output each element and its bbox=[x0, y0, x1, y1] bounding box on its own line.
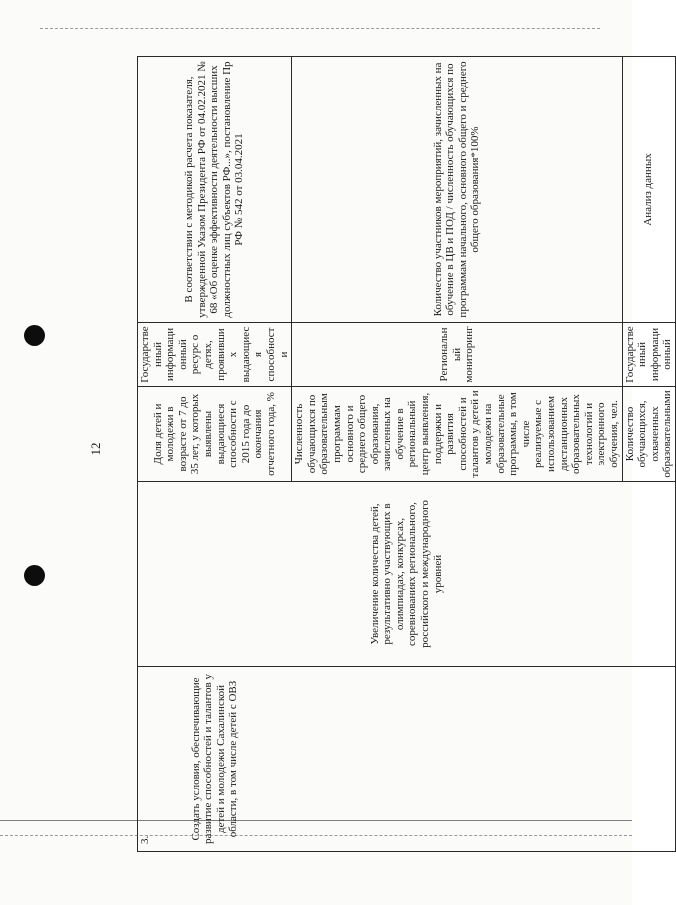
scan-edge-top bbox=[40, 28, 600, 29]
indicator-source-cell: Государственный информационный ресурс о детях, проявивших выдающиеся способности bbox=[138, 323, 292, 387]
indicator-method-cell: Количество участников мероприятий, зачисленных на обучение в ЦВ и ПОД / численность обучающихся по программам начального, основного общего и среднего общего образования*100% bbox=[292, 57, 622, 323]
indicator-source-cell: Региональный мониторинг bbox=[292, 323, 622, 387]
indicator-source-cell: Государственный информационный bbox=[622, 323, 675, 387]
task-cell bbox=[138, 482, 676, 667]
page-number: 12 bbox=[88, 442, 103, 456]
table-row bbox=[138, 57, 292, 852]
binder-hole-top bbox=[24, 325, 45, 346]
task-text: Увеличение количества детей, результативно участвующих в олимпиадах, конкурсах, соревнованиях регионального, российского и международного уровней bbox=[368, 500, 444, 648]
rotated-table-wrapper bbox=[137, 57, 674, 852]
goal-cell bbox=[138, 667, 676, 852]
row-number: 3. bbox=[139, 835, 151, 844]
indicator-name-cell: Количество обучающихся, охваченных образовательными bbox=[622, 387, 675, 482]
indicator-name-cell: Доля детей и молодежи в возрасте от 7 до 35 лет, у которых выявлены выдающиеся способности с 2015 года до окончания отчетного года, % bbox=[138, 387, 292, 482]
indicator-method-cell: В соответствии с методикой расчета показателя, утвержденной Указом Президента РФ от 04.02.2021 № 68 «Об оценке эффективности деятельности высших должностных лиц субъектов РФ...», постановление Пр РФ № 542 от 03.04.2021 bbox=[138, 57, 292, 323]
indicator-name-cell: Численность обучающихся по образовательным программам основного и среднего общего образования, зачисленных на обучение в региональный центр выявления, поддержки и развития способностей и талантов у детей и молодежи на образовательные программы, в том числе реализуемые с использованием дистанционных образовательных технологий и электронного обучения, чел. bbox=[292, 387, 622, 482]
binder-hole-bottom bbox=[24, 565, 45, 586]
goal-text: Создать условия, обеспечивающие развитие способностей и талантов у детей и молодежи Сахалинской области, в том числе детей с ОВЗ bbox=[189, 674, 240, 844]
indicators-table bbox=[137, 56, 676, 852]
indicator-method-cell: Анализ данных bbox=[622, 57, 675, 323]
